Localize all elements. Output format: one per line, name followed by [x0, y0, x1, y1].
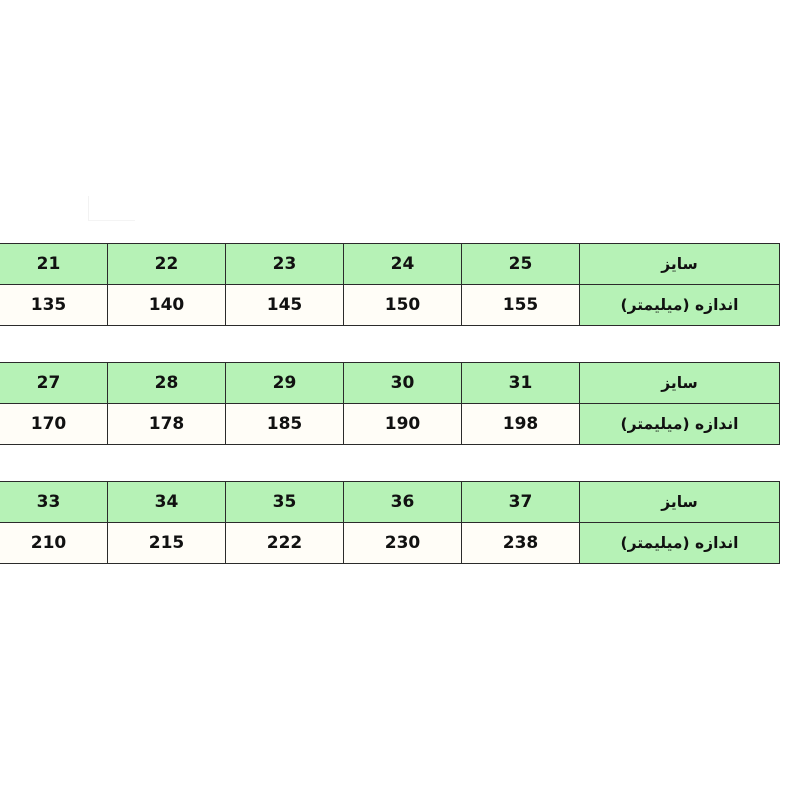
size-cell: 36	[344, 482, 462, 523]
measure-cell: 198	[462, 404, 580, 445]
measure-cell: 215	[108, 523, 226, 564]
measure-cell: 145	[226, 285, 344, 326]
size-cell: 23	[226, 244, 344, 285]
measure-cell: 150	[344, 285, 462, 326]
measure-cell: 155	[462, 285, 580, 326]
size-cell: 22	[108, 244, 226, 285]
row-label-size: سایز	[580, 244, 780, 285]
size-cell: 37	[462, 482, 580, 523]
measure-cell: 238	[462, 523, 580, 564]
row-label-measure: اندازه (میلیمتر)	[580, 404, 780, 445]
size-tables-container	[20, 243, 780, 564]
size-cell: 34	[108, 482, 226, 523]
measure-cell: 185	[226, 404, 344, 445]
measure-cell: 210	[0, 523, 108, 564]
table-row	[0, 244, 780, 285]
size-table-3	[0, 481, 780, 564]
row-label-size: سایز	[580, 482, 780, 523]
row-label-size: سایز	[580, 363, 780, 404]
size-cell: 25	[462, 244, 580, 285]
size-cell: 30	[344, 363, 462, 404]
faint-watermark-mark	[88, 196, 135, 221]
size-cell: 27	[0, 363, 108, 404]
size-cell: 24	[344, 244, 462, 285]
table-row	[0, 482, 780, 523]
measure-cell: 230	[344, 523, 462, 564]
table-row	[0, 285, 780, 326]
size-cell: 21	[0, 244, 108, 285]
measure-cell: 178	[108, 404, 226, 445]
size-cell: 28	[108, 363, 226, 404]
measure-cell: 135	[0, 285, 108, 326]
measure-cell: 170	[0, 404, 108, 445]
measure-cell: 140	[108, 285, 226, 326]
size-table-2	[0, 362, 780, 445]
size-table-1	[0, 243, 780, 326]
table-row	[0, 404, 780, 445]
table-row	[0, 363, 780, 404]
size-cell: 35	[226, 482, 344, 523]
size-cell: 33	[0, 482, 108, 523]
size-cell: 31	[462, 363, 580, 404]
measure-cell: 190	[344, 404, 462, 445]
table-row	[0, 523, 780, 564]
size-cell: 29	[226, 363, 344, 404]
row-label-measure: اندازه (میلیمتر)	[580, 285, 780, 326]
row-label-measure: اندازه (میلیمتر)	[580, 523, 780, 564]
measure-cell: 222	[226, 523, 344, 564]
